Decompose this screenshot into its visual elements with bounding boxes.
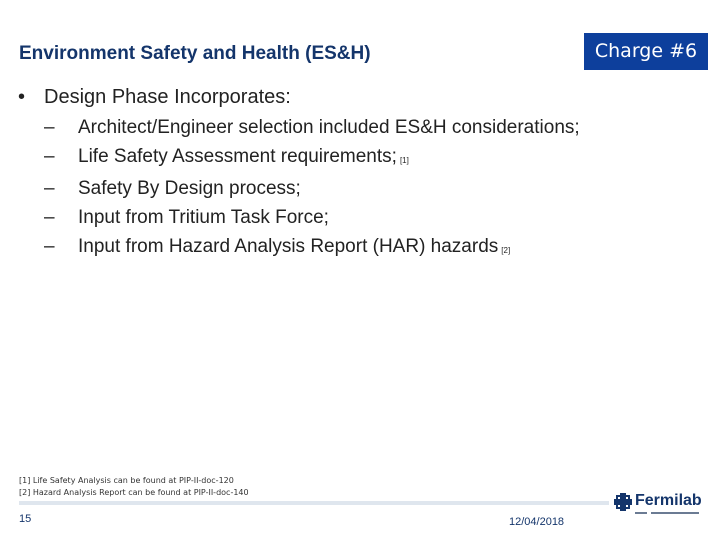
list-item-text: Input from Hazard Analysis Report (HAR) hazards <box>78 235 499 257</box>
footnote-ref: [1] <box>399 155 409 165</box>
footnote-ref: [2] <box>501 245 511 255</box>
list-item-text: Safety By Design process; <box>78 178 301 200</box>
charge-badge: Charge #6 <box>584 33 708 70</box>
footnote-1: [1] Life Safety Analysis can be found at PIP-II-doc-120 <box>19 476 234 485</box>
slide-title: Environment Safety and Health (ES&H) <box>19 43 371 64</box>
dash-marker: – <box>44 235 55 257</box>
fermilab-logo <box>614 492 706 520</box>
dash-marker: – <box>44 178 55 200</box>
main-bullet-text: Design Phase Incorporates: <box>44 86 291 108</box>
list-item-text: Architect/Engineer selection included ES&H considerations; <box>78 117 580 138</box>
page-number: 15 <box>19 513 32 525</box>
list-item <box>44 233 580 266</box>
sub-bullet-list <box>44 114 580 266</box>
list-item <box>44 204 580 233</box>
dash-marker: – <box>44 207 55 229</box>
footnotes <box>19 475 249 499</box>
fermilab-logo-icon <box>614 493 632 511</box>
logo-subtitle-graphic <box>635 510 701 516</box>
bullet-marker: • <box>18 86 26 108</box>
list-item <box>44 114 580 143</box>
dash-marker: – <box>44 117 55 138</box>
footer-bar <box>19 501 609 505</box>
list-item-text: Input from Tritium Task Force; <box>78 207 329 229</box>
slide-date: 12/04/2018 <box>509 516 565 528</box>
main-bullet <box>18 86 291 109</box>
dash-marker: – <box>44 145 55 167</box>
list-item <box>44 143 580 176</box>
list-item-text: Life Safety Assessment requirements; <box>78 145 397 167</box>
list-item <box>44 175 580 204</box>
logo-text: Fermilab <box>635 492 702 509</box>
footnote-2: [2] Hazard Analysis Report can be found at PIP-II-doc-140 <box>19 488 249 497</box>
